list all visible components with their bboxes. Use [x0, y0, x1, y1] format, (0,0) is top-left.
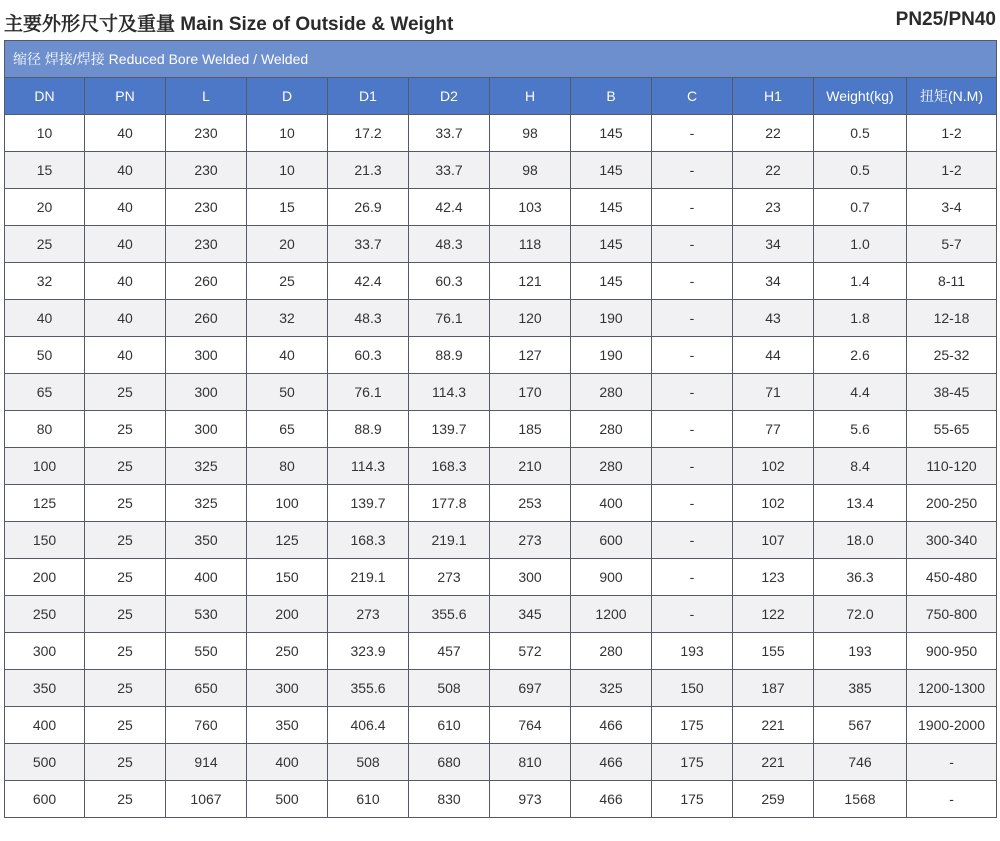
table-cell: - — [652, 596, 733, 633]
table-cell: - — [652, 411, 733, 448]
table-cell: 200-250 — [907, 485, 997, 522]
table-cell: - — [652, 226, 733, 263]
title-bar — [0, 0, 1000, 40]
table-cell: 150 — [652, 670, 733, 707]
table-cell: 273 — [409, 559, 490, 596]
table-row — [5, 374, 997, 411]
column-header: H — [490, 78, 571, 115]
table-cell: 25 — [85, 707, 166, 744]
table-cell: 60.3 — [409, 263, 490, 300]
table-cell: 0.5 — [814, 115, 907, 152]
table-cell: 273 — [328, 596, 409, 633]
table-cell: 10 — [5, 115, 85, 152]
table-cell: 125 — [247, 522, 328, 559]
table-row — [5, 411, 997, 448]
table-cell: 2.6 — [814, 337, 907, 374]
table-cell: 65 — [247, 411, 328, 448]
table-cell: 110-120 — [907, 448, 997, 485]
table-cell: 25 — [247, 263, 328, 300]
table-cell: 120 — [490, 300, 571, 337]
table-cell: 350 — [166, 522, 247, 559]
table-cell: 830 — [409, 781, 490, 818]
table-cell: 900-950 — [907, 633, 997, 670]
table-cell: 221 — [733, 744, 814, 781]
table-cell: 103 — [490, 189, 571, 226]
table-cell: 42.4 — [328, 263, 409, 300]
table-row — [5, 485, 997, 522]
table-cell: - — [652, 337, 733, 374]
table-cell: 610 — [409, 707, 490, 744]
pressure-rating-label: PN25/PN40 — [895, 9, 996, 30]
table-cell: 40 — [85, 337, 166, 374]
column-header: 扭矩(N.M) — [907, 78, 997, 115]
size-weight-table — [4, 40, 997, 818]
table-cell: 40 — [85, 189, 166, 226]
table-cell: 34 — [733, 226, 814, 263]
table-cell: 600 — [5, 781, 85, 818]
table-row — [5, 559, 997, 596]
table-cell: - — [652, 300, 733, 337]
table-cell: 26.9 — [328, 189, 409, 226]
table-cell: 34 — [733, 263, 814, 300]
table-cell: 345 — [490, 596, 571, 633]
table-cell: 55-65 — [907, 411, 997, 448]
table-cell: 210 — [490, 448, 571, 485]
table-cell: 33.7 — [328, 226, 409, 263]
table-cell: 177.8 — [409, 485, 490, 522]
column-header: L — [166, 78, 247, 115]
table-cell: 750-800 — [907, 596, 997, 633]
table-cell: 13.4 — [814, 485, 907, 522]
table-row — [5, 781, 997, 818]
table-cell: 65 — [5, 374, 85, 411]
table-cell: 5-7 — [907, 226, 997, 263]
table-cell: 466 — [571, 781, 652, 818]
table-row — [5, 337, 997, 374]
table-cell: 50 — [5, 337, 85, 374]
table-cell: 118 — [490, 226, 571, 263]
table-cell: 42.4 — [409, 189, 490, 226]
page-title: 主要外形尺寸及重量 Main Size of Outside & Weight — [4, 14, 454, 35]
table-cell: 98 — [490, 115, 571, 152]
table-cell: 25 — [85, 485, 166, 522]
table-cell: 36.3 — [814, 559, 907, 596]
table-cell: 230 — [166, 226, 247, 263]
table-cell: 219.1 — [409, 522, 490, 559]
table-cell: 1-2 — [907, 115, 997, 152]
table-cell: 40 — [85, 115, 166, 152]
table-cell: 44 — [733, 337, 814, 374]
table-cell: 76.1 — [409, 300, 490, 337]
column-header-row — [5, 78, 997, 115]
table-cell: 300 — [490, 559, 571, 596]
table-cell: 48.3 — [409, 226, 490, 263]
table-cell: 300-340 — [907, 522, 997, 559]
table-cell: 1.8 — [814, 300, 907, 337]
table-cell: 3-4 — [907, 189, 997, 226]
table-cell: 18.0 — [814, 522, 907, 559]
table-cell: 25-32 — [907, 337, 997, 374]
table-cell: 80 — [5, 411, 85, 448]
table-cell: 25 — [85, 781, 166, 818]
table-cell: 102 — [733, 448, 814, 485]
table-cell: 1-2 — [907, 152, 997, 189]
table-cell: 123 — [733, 559, 814, 596]
table-cell: 219.1 — [328, 559, 409, 596]
table-row — [5, 152, 997, 189]
table-cell: 17.2 — [328, 115, 409, 152]
table-cell: 450-480 — [907, 559, 997, 596]
table-row — [5, 115, 997, 152]
table-cell: 221 — [733, 707, 814, 744]
table-cell: 23 — [733, 189, 814, 226]
table-cell: 300 — [247, 670, 328, 707]
table-cell: 98 — [490, 152, 571, 189]
table-cell: 48.3 — [328, 300, 409, 337]
table-cell: 25 — [85, 522, 166, 559]
table-cell: 145 — [571, 152, 652, 189]
table-cell: 25 — [85, 411, 166, 448]
table-cell: 150 — [247, 559, 328, 596]
table-row — [5, 744, 997, 781]
table-cell: - — [907, 781, 997, 818]
table-cell: 323.9 — [328, 633, 409, 670]
table-cell: 0.7 — [814, 189, 907, 226]
section-label: 缩径 焊接/焊接 Reduced Bore Welded / Welded — [5, 41, 997, 78]
table-cell: 230 — [166, 115, 247, 152]
table-cell: 260 — [166, 300, 247, 337]
table-cell: 193 — [652, 633, 733, 670]
table-cell: 10 — [247, 115, 328, 152]
table-cell: 40 — [85, 263, 166, 300]
table-cell: 508 — [328, 744, 409, 781]
table-cell: 32 — [5, 263, 85, 300]
column-header: DN — [5, 78, 85, 115]
table-cell: 60.3 — [328, 337, 409, 374]
table-cell: 406.4 — [328, 707, 409, 744]
table-cell: 300 — [5, 633, 85, 670]
table-cell: - — [652, 522, 733, 559]
table-cell: 107 — [733, 522, 814, 559]
table-cell: 25 — [85, 448, 166, 485]
table-cell: 145 — [571, 226, 652, 263]
table-cell: 187 — [733, 670, 814, 707]
table-cell: 114.3 — [409, 374, 490, 411]
table-row — [5, 300, 997, 337]
table-cell: 102 — [733, 485, 814, 522]
table-cell: 200 — [5, 559, 85, 596]
column-header: D2 — [409, 78, 490, 115]
table-cell: 200 — [247, 596, 328, 633]
table-row — [5, 226, 997, 263]
table-cell: 1568 — [814, 781, 907, 818]
table-cell: 190 — [571, 300, 652, 337]
table-cell: 280 — [571, 448, 652, 485]
table-cell: 350 — [5, 670, 85, 707]
table-cell: 122 — [733, 596, 814, 633]
table-cell: 40 — [5, 300, 85, 337]
table-cell: 100 — [5, 448, 85, 485]
table-cell: 250 — [247, 633, 328, 670]
table-cell: 230 — [166, 152, 247, 189]
table-cell: 280 — [571, 633, 652, 670]
table-cell: 973 — [490, 781, 571, 818]
table-cell: 121 — [490, 263, 571, 300]
table-cell: 400 — [166, 559, 247, 596]
table-cell: 145 — [571, 115, 652, 152]
table-cell: 764 — [490, 707, 571, 744]
table-cell: 900 — [571, 559, 652, 596]
table-cell: 170 — [490, 374, 571, 411]
table-cell: - — [652, 189, 733, 226]
table-cell: 33.7 — [409, 115, 490, 152]
table-cell: 550 — [166, 633, 247, 670]
table-cell: 193 — [814, 633, 907, 670]
table-cell: 760 — [166, 707, 247, 744]
table-row — [5, 522, 997, 559]
table-cell: 21.3 — [328, 152, 409, 189]
table-cell: 1.4 — [814, 263, 907, 300]
table-cell: 114.3 — [328, 448, 409, 485]
table-cell: - — [907, 744, 997, 781]
table-cell: 530 — [166, 596, 247, 633]
table-cell: 38-45 — [907, 374, 997, 411]
table-cell: 88.9 — [409, 337, 490, 374]
table-cell: 355.6 — [409, 596, 490, 633]
table-cell: - — [652, 263, 733, 300]
table-cell: 300 — [166, 337, 247, 374]
table-cell: 350 — [247, 707, 328, 744]
table-cell: 500 — [247, 781, 328, 818]
table-cell: 100 — [247, 485, 328, 522]
table-cell: - — [652, 115, 733, 152]
table-row — [5, 707, 997, 744]
table-cell: 400 — [5, 707, 85, 744]
table-cell: 40 — [85, 152, 166, 189]
table-cell: 1200-1300 — [907, 670, 997, 707]
section-row — [5, 41, 997, 78]
column-header: B — [571, 78, 652, 115]
table-cell: 457 — [409, 633, 490, 670]
table-cell: 260 — [166, 263, 247, 300]
table-cell: 175 — [652, 707, 733, 744]
table-cell: 22 — [733, 152, 814, 189]
table-cell: 300 — [166, 374, 247, 411]
table-row — [5, 670, 997, 707]
table-cell: 650 — [166, 670, 247, 707]
table-cell: 72.0 — [814, 596, 907, 633]
table-row — [5, 596, 997, 633]
table-cell: 32 — [247, 300, 328, 337]
table-cell: 567 — [814, 707, 907, 744]
table-cell: 273 — [490, 522, 571, 559]
table-cell: 508 — [409, 670, 490, 707]
table-cell: 15 — [247, 189, 328, 226]
table-cell: 76.1 — [328, 374, 409, 411]
table-cell: 1067 — [166, 781, 247, 818]
table-cell: 175 — [652, 781, 733, 818]
table-cell: 280 — [571, 411, 652, 448]
table-cell: 1200 — [571, 596, 652, 633]
table-cell: 43 — [733, 300, 814, 337]
table-cell: 5.6 — [814, 411, 907, 448]
table-cell: 80 — [247, 448, 328, 485]
table-cell: 25 — [85, 670, 166, 707]
table-cell: 40 — [85, 300, 166, 337]
table-cell: 400 — [571, 485, 652, 522]
table-cell: 300 — [166, 411, 247, 448]
table-cell: - — [652, 559, 733, 596]
table-cell: 145 — [571, 263, 652, 300]
table-cell: 25 — [85, 744, 166, 781]
table-cell: 185 — [490, 411, 571, 448]
table-cell: 175 — [652, 744, 733, 781]
table-row — [5, 189, 997, 226]
table-cell: 25 — [85, 596, 166, 633]
table-cell: 150 — [5, 522, 85, 559]
table-cell: 25 — [85, 374, 166, 411]
table-cell: 253 — [490, 485, 571, 522]
column-header: PN — [85, 78, 166, 115]
table-cell: 10 — [247, 152, 328, 189]
table-cell: 600 — [571, 522, 652, 559]
table-cell: 610 — [328, 781, 409, 818]
table-cell: 20 — [247, 226, 328, 263]
table-cell: 230 — [166, 189, 247, 226]
table-cell: - — [652, 448, 733, 485]
table-cell: 88.9 — [328, 411, 409, 448]
table-cell: 139.7 — [328, 485, 409, 522]
column-header: D1 — [328, 78, 409, 115]
table-cell: 325 — [166, 448, 247, 485]
table-cell: 20 — [5, 189, 85, 226]
table-cell: 250 — [5, 596, 85, 633]
table-cell: 40 — [247, 337, 328, 374]
table-row — [5, 263, 997, 300]
table-cell: 71 — [733, 374, 814, 411]
table-cell: 325 — [166, 485, 247, 522]
table-cell: 810 — [490, 744, 571, 781]
table-cell: 190 — [571, 337, 652, 374]
table-cell: 25 — [85, 633, 166, 670]
table-row — [5, 448, 997, 485]
table-cell: 914 — [166, 744, 247, 781]
table-cell: 168.3 — [328, 522, 409, 559]
table-cell: 500 — [5, 744, 85, 781]
table-cell: - — [652, 152, 733, 189]
column-header: H1 — [733, 78, 814, 115]
table-body — [5, 115, 997, 818]
table-cell: 50 — [247, 374, 328, 411]
table-cell: 77 — [733, 411, 814, 448]
table-cell: 1900-2000 — [907, 707, 997, 744]
table-cell: 466 — [571, 707, 652, 744]
table-cell: 8.4 — [814, 448, 907, 485]
table-cell: 746 — [814, 744, 907, 781]
table-cell: 22 — [733, 115, 814, 152]
table-cell: 168.3 — [409, 448, 490, 485]
table-cell: 8-11 — [907, 263, 997, 300]
table-cell: 325 — [571, 670, 652, 707]
table-cell: 12-18 — [907, 300, 997, 337]
table-cell: 155 — [733, 633, 814, 670]
column-header: D — [247, 78, 328, 115]
table-cell: 40 — [85, 226, 166, 263]
table-cell: 127 — [490, 337, 571, 374]
table-cell: 697 — [490, 670, 571, 707]
table-cell: 385 — [814, 670, 907, 707]
table-cell: 139.7 — [409, 411, 490, 448]
table-cell: - — [652, 485, 733, 522]
table-cell: 25 — [5, 226, 85, 263]
table-cell: 466 — [571, 744, 652, 781]
table-cell: 259 — [733, 781, 814, 818]
table-cell: 400 — [247, 744, 328, 781]
column-header: C — [652, 78, 733, 115]
column-header: Weight(kg) — [814, 78, 907, 115]
table-cell: 0.5 — [814, 152, 907, 189]
table-cell: 680 — [409, 744, 490, 781]
table-cell: 1.0 — [814, 226, 907, 263]
table-cell: 355.6 — [328, 670, 409, 707]
table-cell: - — [652, 374, 733, 411]
table-cell: 125 — [5, 485, 85, 522]
table-cell: 280 — [571, 374, 652, 411]
table-cell: 33.7 — [409, 152, 490, 189]
table-cell: 15 — [5, 152, 85, 189]
table-row — [5, 633, 997, 670]
table-cell: 145 — [571, 189, 652, 226]
table-cell: 572 — [490, 633, 571, 670]
table-cell: 25 — [85, 559, 166, 596]
table-cell: 4.4 — [814, 374, 907, 411]
